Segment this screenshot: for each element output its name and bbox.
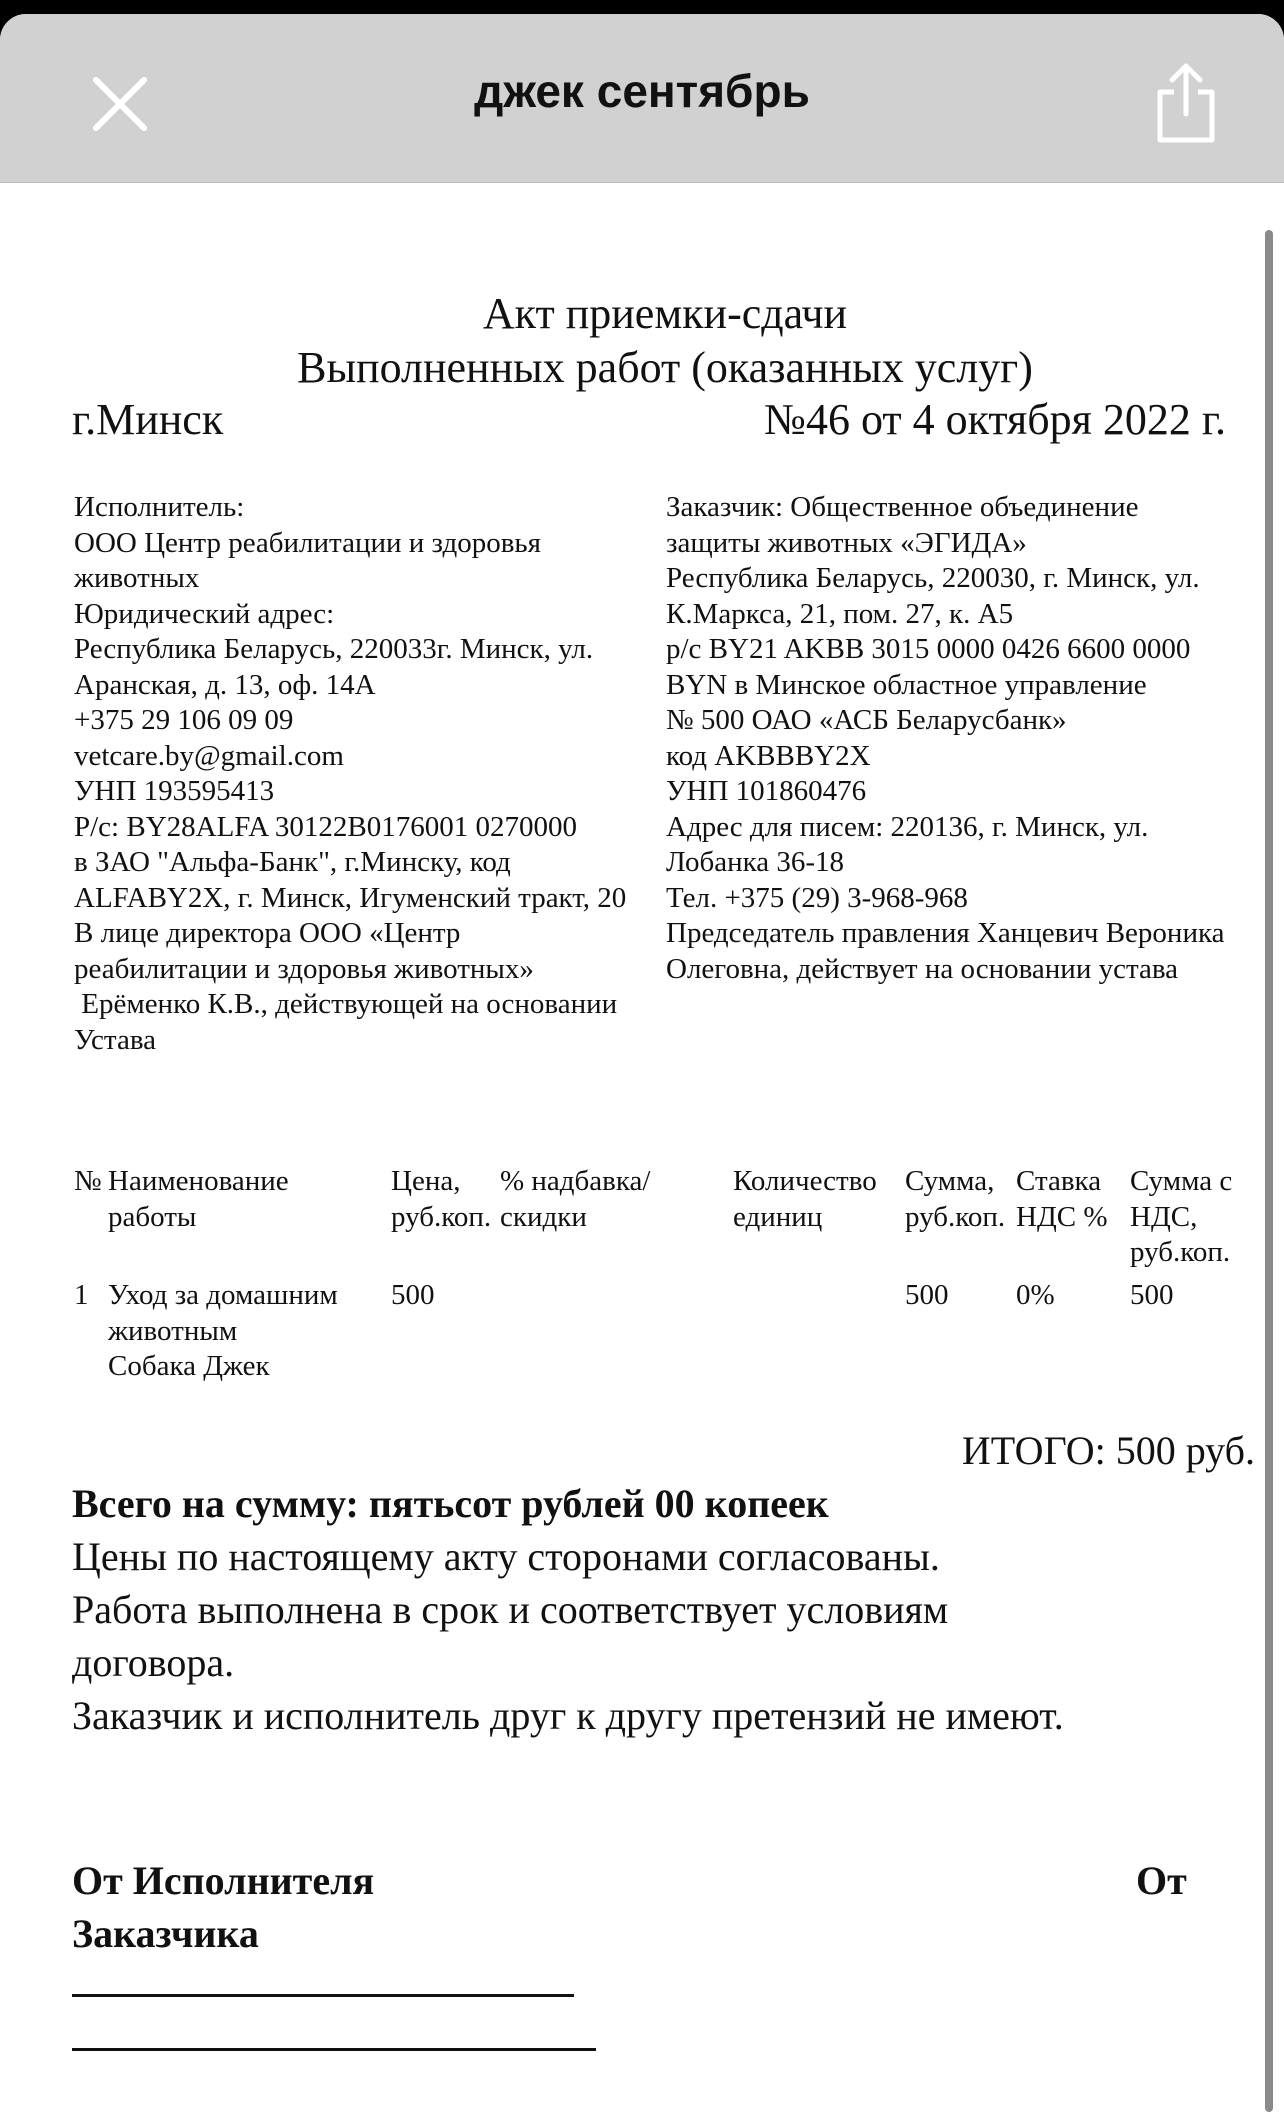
executor-line: ALFABY2X, г. Минск, Игуменский тракт, 20 (74, 881, 627, 914)
signature-customer-label: Заказчика (72, 1911, 259, 1956)
executor-line: в ЗАО "Альфа-Банк", г.Минску, код (74, 846, 511, 878)
row-sum: 500 (905, 1279, 949, 1311)
statement-line: Заказчик и исполнитель друг к другу претензий не имеют. (72, 1693, 1064, 1738)
executor-line: Республика Беларусь, 220033г. Минск, ул. (74, 633, 594, 665)
executor-line: ООО Центр реабилитации и здоровья (74, 526, 541, 559)
row-sum-vat: 500 (1130, 1279, 1174, 1311)
customer-line: защиты животных «ЭГИДА» (666, 526, 1027, 559)
executor-line: животных (74, 562, 200, 594)
row-name: Уход за домашним животным Собака Джек (108, 1279, 338, 1382)
executor-line: УНП 193595413 (74, 775, 275, 807)
executor-line: vetcare.by@gmail.com (74, 739, 344, 772)
executor-line: реабилитации и здоровья животных» (74, 952, 534, 985)
customer-line: Республика Беларусь, 220030, г. Минск, ул. (666, 562, 1200, 594)
row-num: 1 (74, 1279, 89, 1311)
statement-line: Цены по настоящему акту сторонами согласованы. (72, 1534, 940, 1579)
table-header-qty: Количество единиц (733, 1165, 877, 1233)
customer-line: Лобанка 36-18 (666, 846, 845, 878)
customer-line: Олеговна, действует на основании устава (666, 952, 1179, 985)
signature-executor-label: От Исполнителя (72, 1858, 375, 1903)
document-title: джек сентябрь (474, 65, 810, 117)
customer-line: Председатель правления Ханцевич Вероника (666, 917, 1225, 949)
executor-line: Юридический адрес: (74, 597, 335, 630)
table-header-price: Цена, руб.коп. (391, 1165, 492, 1233)
signature-from-label: От (1136, 1858, 1187, 1903)
table-header-markup: % надбавка/ скидки (500, 1165, 651, 1233)
statement-text (72, 1530, 1064, 1742)
total-in-words: Всего на сумму: пятьсот рублей 00 копеек (72, 1481, 829, 1526)
share-icon (1150, 58, 1222, 148)
executor-line: Устава (74, 1023, 157, 1056)
row-vat-rate: 0% (1016, 1279, 1055, 1311)
statement-line: Работа выполнена в срок и соответствует условиям (72, 1587, 949, 1632)
table-header-sum: Сумма, руб.коп. (905, 1165, 1006, 1233)
customer-details (666, 490, 1225, 987)
table-header-sum-vat: Сумма с НДС, руб.коп. (1130, 1165, 1233, 1268)
executor-line: Аранская, д. 13, оф. 14А (74, 668, 376, 701)
total-amount: ИТОГО: 500 руб. (961, 1428, 1255, 1473)
doc-title-line-1: Акт приемки-сдачи (482, 289, 848, 338)
signature-line-executor (72, 1994, 574, 1997)
customer-line: Адрес для писем: 220136, г. Минск, ул. (666, 810, 1149, 843)
executor-line: В лице директора ООО «Центр (74, 917, 461, 949)
executor-line: Исполнитель: (74, 491, 245, 523)
customer-line: код AKBBBY2X (666, 739, 871, 772)
doc-number-date: №46 от 4 октября 2022 г. (763, 395, 1226, 444)
customer-line: BYN в Минское областное управление (666, 668, 1147, 701)
doc-title-line-2: Выполненных работ (оказанных услуг) (297, 343, 1033, 392)
document-page (0, 182, 1284, 2112)
executor-details (74, 490, 626, 1058)
table-header-vat-rate: Ставка НДС % (1016, 1165, 1108, 1233)
document-scrollbar[interactable] (1265, 230, 1273, 2112)
customer-line: Тел. +375 (29) 3-968-968 (666, 881, 968, 914)
top-navigation-bar (0, 14, 1284, 183)
customer-line: Заказчик: Общественное объединение (666, 491, 1139, 523)
customer-line: № 500 ОАО «АСБ Беларусбанк» (666, 704, 1067, 736)
statement-line: договора. (72, 1640, 235, 1685)
executor-line: +375 29 106 09 09 (74, 704, 294, 736)
row-price: 500 (391, 1279, 435, 1311)
document-viewer-sheet (0, 14, 1284, 2112)
table-header-name: Наименование работы (108, 1165, 289, 1233)
share-button[interactable] (1150, 58, 1222, 148)
customer-line: К.Маркса, 21, пом. 27, к. А5 (666, 597, 1014, 630)
customer-line: УНП 101860476 (666, 775, 867, 807)
customer-line: р/с BY21 AKBB 3015 0000 0426 6600 0000 (666, 633, 1191, 665)
table-header-num: № (74, 1165, 102, 1197)
executor-line: Р/с: BY28ALFA 30122B0176001 0270000 (74, 810, 577, 843)
executor-line: Ерёменко К.В., действующей на основании (74, 988, 618, 1020)
doc-city: г.Минск (72, 395, 224, 444)
signature-line-customer (72, 2048, 596, 2051)
